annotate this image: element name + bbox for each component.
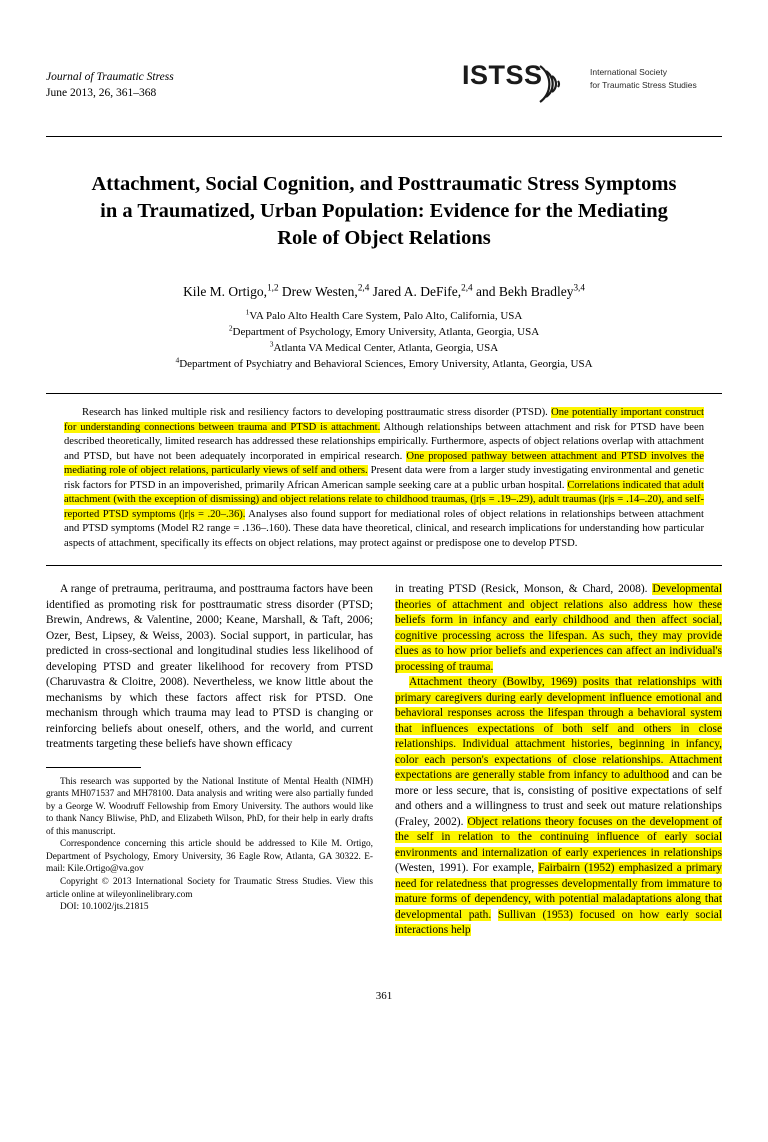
right-paragraph-1 [395,582,722,675]
footnote-divider [46,767,141,768]
right-p2-plain-3 [491,909,498,921]
right-p2-highlight-1: Attachment theory (Bowlby, 1969) posits that relationships with primary caregivers during early development influence emotional and behavioral responses across the lifespan through a behavioral system that influences expectations of both self and others in close relationships. Individual attachment histories, beginning in infancy, color each person's expectations of close relationships. Attachment expectations are generally stable from infancy to adulthood [395,676,722,782]
istss-logo-mark [462,56,582,112]
right-paragraph-2 [395,675,722,939]
journal-info [46,56,174,101]
abstract-seg-2-highlight: One potentially important construct for understanding connections between trauma and PTSD is attachment. [64,407,704,433]
right-column [395,582,722,1142]
right-p2-highlight-4: Sullivan (1953) focused on how early social interactions help [395,908,722,937]
abstract-seg-3: Although relationships between attachment and risk for PTSD have been described theoretically, limited research has addressed these relationships empirically. Furthermore, aspects of object relations overlap with attachment and PTSD, but have not been adequately incorporated in empirical research. [64,421,704,462]
journal-issue: June 2013, 26, 361–368 [46,86,157,99]
page-title [64,171,704,252]
abstract-seg-6-highlight: Correlations indicated that adult attachment (with the exception of dismissing) and object relations relate to childhood traumas, (|r|s = .19–.29), adult traumas (|r|s = .14–.20), and self-reported PTSD symptoms (|r|s = .20–.36). [64,479,704,520]
sound-waves-icon [462,56,582,112]
masthead [46,56,722,126]
right-p2-highlight-2: Object relations theory focuses on the development of the self in relation to the continuing influence of early social environments and internalization of early experiences in relationships [395,815,723,859]
abstract-seg-1: Research has linked multiple risk and resiliency factors to developing posttraumatic stress disorder (PTSD). [82,407,552,419]
affiliation-4: $^4$Department of Psychiatry and Behavioral Sciences, Emory University, Atlanta, Georgia, USA [175,355,593,371]
abstract-seg-4-highlight: One proposed pathway between attachment and PTSD involves the mediating role of object relations, particularly views of self and others. [64,450,704,477]
istss-society-name [590,56,710,92]
affiliation-3: $^3$Atlanta VA Medical Center, Atlanta, Georgia, USA [269,339,499,355]
right-p2-plain-1: and can be more or less secure, that is, consisting of positive expectations of self and others and a willingness to trust and seek out mature relationships (Fraley, 2002). [395,769,722,828]
abstract-seg-7: Analyses also found support for mediational roles of object relations in relationships between attachment and PTSD symptoms (Model R2 range = .136–.160). These data have theoretical, clinical, and research implications for understanding how particular aspects of attachment, specifically its effects on object relations, may protect against or predispose one to develop PTSD. [64,508,704,549]
page-number: 361 [375,990,393,1002]
istss-society-line2: for Traumatic Stress Studies [590,79,697,90]
abstract-bottom-divider [46,565,722,566]
title-line-3: Role of Object Relations [277,227,491,250]
footnote-copyright: Copyright © 2013 International Society for Traumatic Stress Studies. View this article online at wileyonlinelibrary.com [46,877,373,900]
affiliation-1: $^1$VA Palo Alto Health Care System, Palo Alto, California, USA [245,307,523,323]
footnote-correspondence: Correspondence concerning this article should be addressed to Kile M. Ortigo, Department of Psychology, Emory University, 36 Eagle Row, Atlanta, GA 30322. E-mail: Kile.Ortigo@va.gov [46,839,373,875]
footnote-funding: This research was supported by the National Institute of Mental Health (NIMH) grants MH071537 and MH78100. Data analysis and writing were also partially funded by a George W. Woodruff Fellowship from Emory University. The authors would like to thank Nancy Bliwise, PhD, and Elizabeth Wilson, PhD, for their help in early drafts of this manuscript. [46,776,373,837]
istss-logo-text: ISTSS [462,60,543,90]
title-line-1: Attachment, Social Cognition, and Posttraumatic Stress Symptoms [91,173,677,195]
left-paragraph-1: A range of pretrauma, peritrauma, and posttrauma factors have been identified as promoting risk for posttraumatic stress disorder (PTSD; Brewin, Andrews, & Valentine, 2000; Keane, Marshall, & Taft, 2006; Ozer, Best, Lipsey, & Weiss, 2003). Social support, in particular, has predicted in cross-sectional and longitudinal studies less likelihood of developing PTSD and greater likelihood for recovery from PTSD (Charuvastra & Cloitre, 2008). Nevertheless, we know little about the mechanisms by which these factors affect risk for PTSD. One mechanism through which trauma may lead to PTSD is changing or reinforcing beliefs about oneself, others, and the world, and current treatments targeting these beliefs have shown efficacy [46,583,373,751]
title-line-2: in a Traumatized, Urban Population: Evidence for the Mediating [100,200,668,223]
istss-logo [462,56,722,112]
abstract-seg-5: Present data were from a larger study investigating environmental and genetic risk factors for PTSD in an impoverished, primarily African American sample seeking care at a public urban hospital. [64,465,704,491]
author-list: Kile M. Ortigo,$^{1,2}$ Drew Westen,$^{2,4}$ Jared A. DeFife,$^{2,4}$ and Bekh Bradley$^{3,4}$ [183,282,585,300]
right-p1-highlight: Developmental theories of attachment and object relations also address how these beliefs form in infancy and early childhood and then affect social, cognitive processing across the lifespan. As such, they may provide clues as to how prior beliefs and experiences can affect an individual's processing of trauma. [395,583,722,673]
affiliations [46,309,722,373]
journal-name: Journal of Traumatic Stress [46,71,174,83]
right-p1-plain: in treating PTSD (Resick, Monson, & Chard, 2008). [395,583,653,596]
left-column [46,582,373,1142]
affiliation-2: $^2$Department of Psychology, Emory University, Atlanta, Georgia, USA [228,323,540,339]
header-divider [46,136,722,137]
istss-society-line1: International Society [590,67,668,77]
abstract [64,406,704,551]
abstract-top-divider [46,393,722,394]
right-p2-highlight-3: Fairbairn (1952) emphasized a primary need for relatedness that progresses developmentally from immature to mature forms of dependency, with potential maladaptations along that developmental path. [395,862,722,921]
footnote-doi: DOI: 10.1002/jts.21815 [60,902,149,913]
body-columns [46,582,722,1142]
right-p2-plain-2: (Westen, 1991). For example, [395,862,539,875]
